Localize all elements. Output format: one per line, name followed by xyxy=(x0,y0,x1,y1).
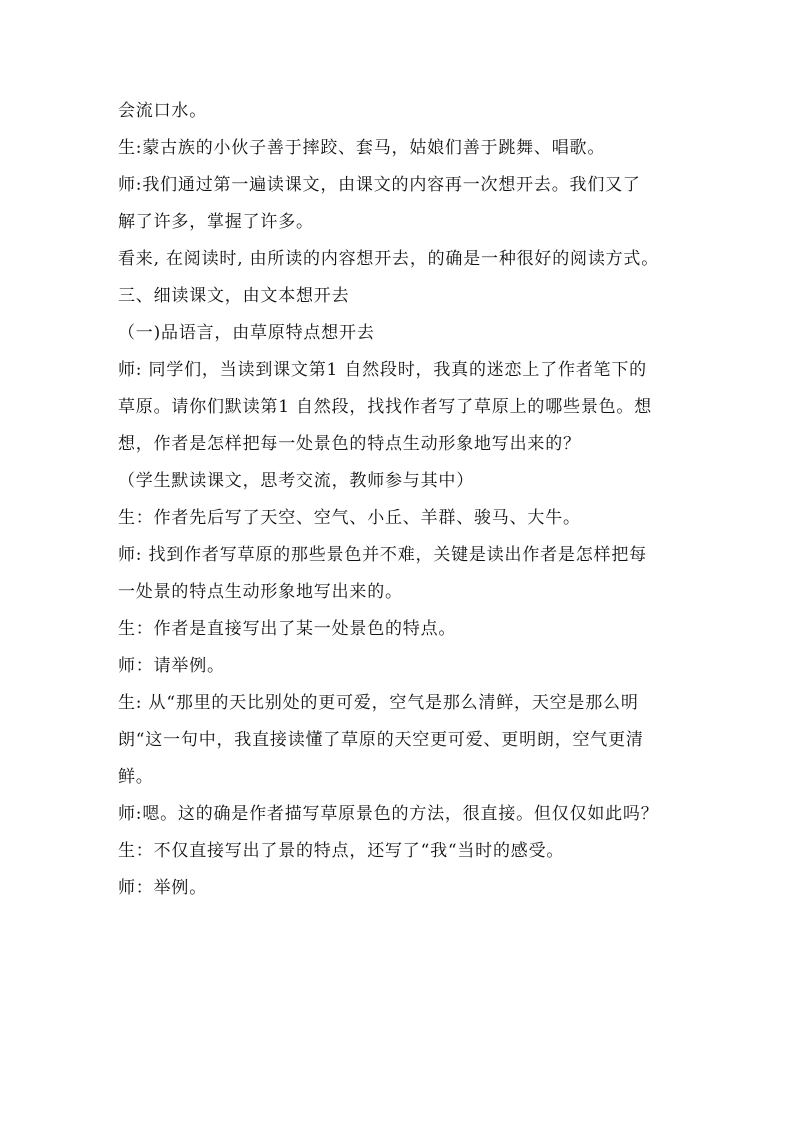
text-line: 生：作者是直接写出了某一处景色的特点。 xyxy=(118,619,457,639)
subsection-heading: （一)品语言，由草原特点想开去 xyxy=(118,323,375,343)
text-line: 朗“这一句中，我直接读懂了草原的天空更可爱、更明朗，空气更清 xyxy=(118,730,644,750)
text-line: 生: 从“那里的天比别处的更可爱，空气是那么清鲜，天空是那么明 xyxy=(118,693,639,713)
text-line: 生：作者先后写了天空、空气、小丘、羊群、骏马、大牛。 xyxy=(118,508,581,528)
text-line: 师: 找到作者写草原的那些景色并不难，关键是读出作者是怎样把每 xyxy=(118,545,647,565)
text-line: 师:嗯。这的确是作者描写草原景色的方法，很直接。但仅仅如此吗？ xyxy=(118,804,659,824)
text-line: 师：请举例。 xyxy=(118,656,225,676)
text-line: 解了许多，掌握了许多。 xyxy=(118,212,314,232)
text-line: 看来, 在阅读时, 由所读的内容想开去，的确是一种很好的阅读方式。 xyxy=(118,249,660,269)
text-line: 生:蒙古族的小伙子善于摔跤、套马，姑娘们善于跳舞、唱歌。 xyxy=(118,138,606,158)
text-line: 师:我们通过第一遍读课文，由课文的内容再一次想开去。我们又了 xyxy=(118,175,641,195)
text-line: 师: 同学们，当读到课文第1 自然段时，我真的迷恋上了作者笔下的 xyxy=(118,360,647,380)
text-line: 师：举例。 xyxy=(118,878,207,898)
text-line: 想，作者是怎样把每一处景色的特点生动形象地写出来的？ xyxy=(118,434,581,454)
section-heading: 三、细读课文，由文本想开去 xyxy=(118,286,350,306)
text-line: 生：不仅直接写出了景的特点，还写了“我“当时的感受。 xyxy=(118,841,565,861)
text-line: 鲜。 xyxy=(118,767,154,787)
text-line: 草原。请你们默读第1 自然段，找找作者写了草原上的哪些景色。想 xyxy=(118,397,653,417)
document-page xyxy=(118,93,690,907)
text-line: （学生默读课文，思考交流，教师参与其中） xyxy=(118,471,474,491)
text-line: 会流口水。 xyxy=(118,101,207,121)
text-line: 一处景的特点生动形象地写出来的。 xyxy=(118,582,403,602)
